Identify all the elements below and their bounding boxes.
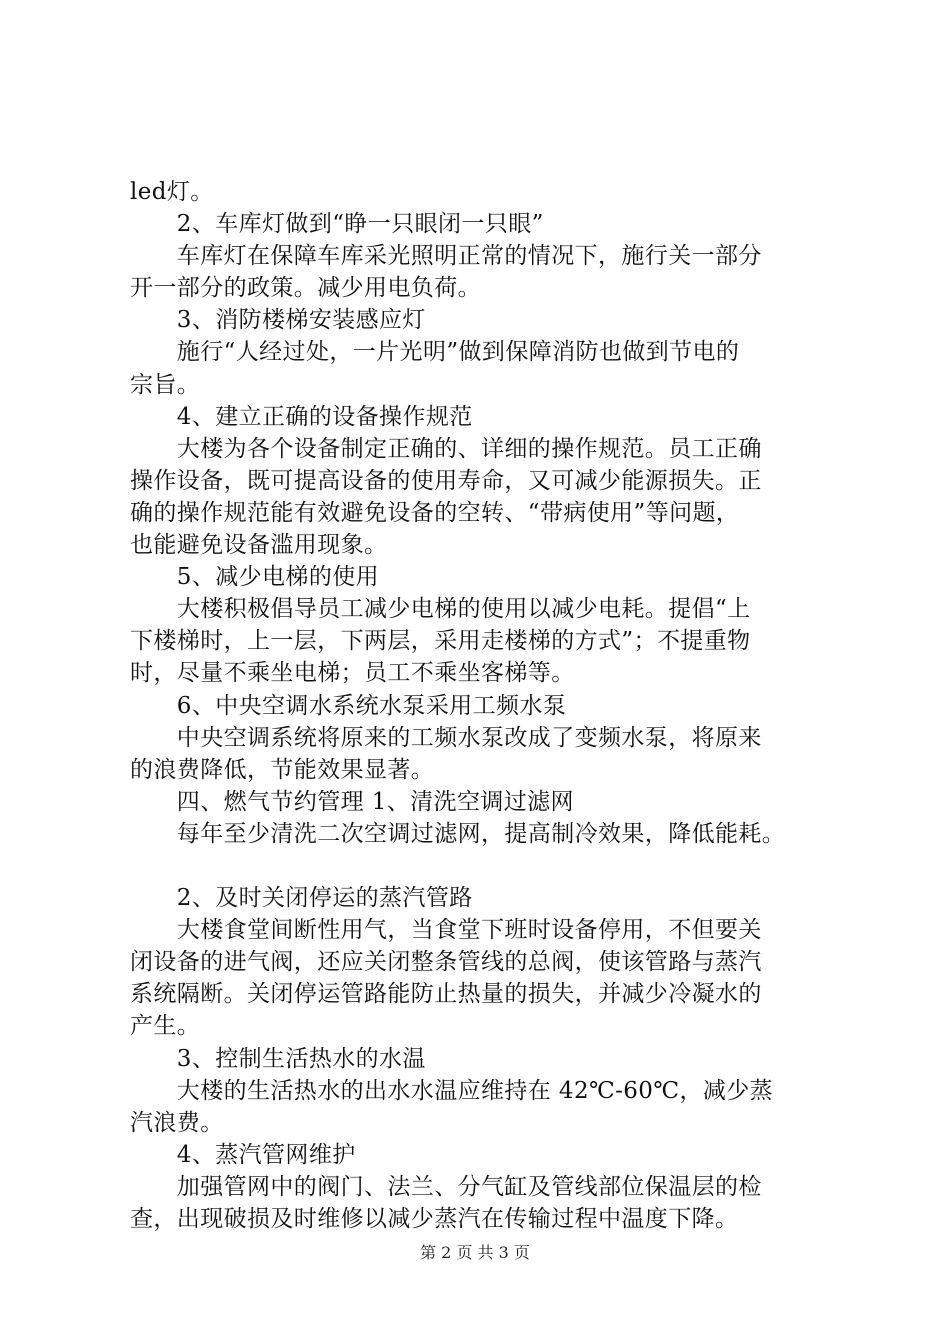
text-line: 下楼梯时，上一层，下两层，采用走楼梯的方式”；不提重物 (130, 628, 751, 655)
text-line: 确的操作规范能有效避免设备的空转、“带病使用”等问题， (130, 499, 740, 526)
text-line: 车库灯在保障车库采光照明正常的情况下，施行关一部分 (130, 243, 762, 270)
text-line: 闭设备的进气阀，还应关闭整条管线的总阀，使该管路与蒸汽 (130, 949, 762, 976)
text-line: 4、建立正确的设备操作规范 (130, 403, 473, 430)
text-line: 6、中央空调水系统水泵采用工频水泵 (130, 692, 567, 719)
text-line: 每年至少清洗二次空调过滤网，提高制冷效果，降低能耗。 (130, 820, 786, 847)
text-line: 施行“人经过处，一片光明”做到保障消防也做到节电的 (130, 339, 740, 366)
text-line: 2、车库灯做到“睁一只眼闭一只眼” (130, 211, 544, 238)
text-line: 查，出现破损及时维修以减少蒸汽在传输过程中温度下降。 (130, 1206, 739, 1232)
text-line: 也能避免设备滥用现象。 (130, 532, 388, 559)
text-line: 开一部分的政策。减少用电负荷。 (130, 275, 481, 302)
text-line: 中央空调系统将原来的工频水泵改成了变频水泵，将原来 (130, 724, 762, 751)
text-line: 加强管网中的阀门、法兰、分气缸及管线部位保温层的检 (130, 1173, 762, 1200)
text-line: 大楼积极倡导员工减少电梯的使用以减少电耗。提倡“上 (130, 596, 751, 623)
text-line: 大楼的生活热水的出水水温应维持在 42℃-60℃，减少蒸 (130, 1077, 774, 1104)
text-line: led灯。 (130, 179, 214, 205)
text-line: 4、蒸汽管网维护 (130, 1141, 356, 1168)
text-line: 汽浪费。 (130, 1109, 224, 1136)
body-text (130, 176, 850, 1235)
text-line: 四、燃气节约管理 1、清洗空调过滤网 (130, 788, 574, 815)
text-line: 系统隔断。关闭停运管路能防止热量的损失，并减少冷凝水的 (130, 981, 762, 1008)
text-line: 5、减少电梯的使用 (130, 564, 380, 591)
text-line: 宗旨。 (130, 371, 201, 398)
blank-line (130, 850, 850, 882)
text-line: 操作设备，既可提高设备的使用寿命，又可减少能源损失。正 (130, 467, 762, 494)
text-line: 2、及时关闭停运的蒸汽管路 (130, 885, 473, 912)
text-line: 大楼为各个设备制定正确的、详细的操作规范。员工正确 (130, 435, 762, 462)
text-line: 3、控制生活热水的水温 (130, 1045, 426, 1072)
text-line: 产生。 (130, 1013, 201, 1040)
page-footer: 第 2 页 共 3 页 (420, 1243, 530, 1262)
text-line: 大楼食堂间断性用气，当食堂下班时设备停用，不但要关 (130, 917, 762, 944)
text-line: 时，尽量不乘坐电梯；员工不乘坐客梯等。 (130, 660, 575, 687)
text-line: 3、消防楼梯安装感应灯 (130, 307, 426, 334)
text-line: 的浪费降低，节能效果显著。 (130, 756, 435, 783)
